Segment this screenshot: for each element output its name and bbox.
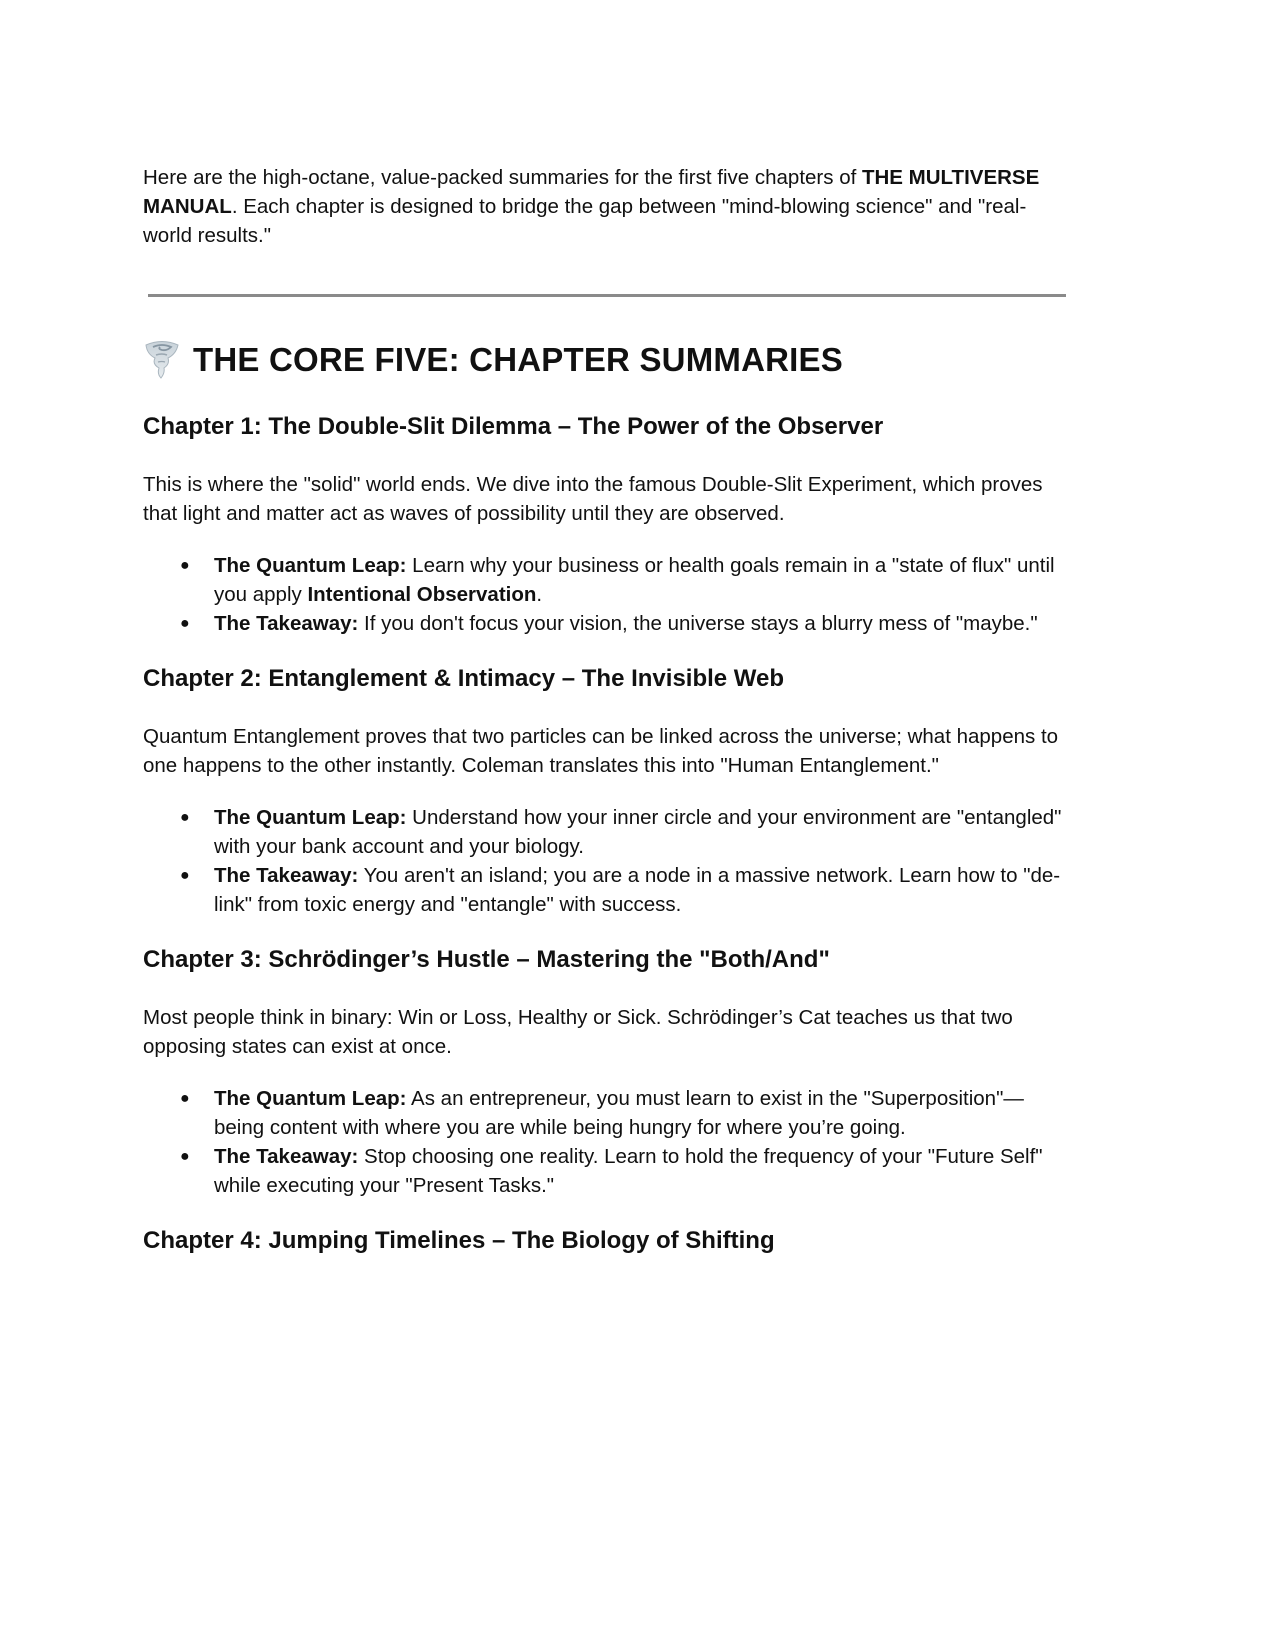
chapter-title: Chapter 1: The Double-Slit Dilemma – The Power of the Observer: [143, 413, 884, 440]
chapter-3: [143, 945, 1073, 1200]
list-item: [143, 1084, 1073, 1142]
chapter-title: Chapter 4: Jumping Timelines – The Biology of Shifting: [143, 1227, 775, 1254]
bullet-label: The Quantum Leap:: [214, 1087, 407, 1110]
bullet-label: The Quantum Leap:: [214, 554, 407, 577]
chapter-2: [143, 664, 1073, 919]
list-item: [143, 551, 1073, 609]
bullet-text: As an entrepreneur, you must learn to exist in the "Superposition"—being content with where you are while being hungry for where you’re going.: [214, 1087, 1024, 1139]
chapter-bullet-list: [143, 1084, 1073, 1200]
main-heading-text: THE CORE FIVE: CHAPTER SUMMARIES: [193, 341, 843, 378]
bullet-text: Learn why your business or health goals remain in a "state of flux" until you apply: [214, 554, 1055, 606]
bullet-text-after: .: [536, 583, 543, 606]
main-heading: [143, 340, 1073, 380]
document-page: [143, 163, 1073, 1256]
chapter-bullet-list: [143, 803, 1073, 919]
bullet-label: The Takeaway:: [214, 1145, 359, 1168]
chapter-description: Quantum Entanglement proves that two particles can be linked across the universe; what happens to one happens to the other instantly. Coleman translates this into "Human Entanglement.": [143, 725, 1059, 777]
bullet-text: If you don't focus your vision, the universe stays a blurry mess of "maybe.": [358, 612, 1038, 635]
book-title: THE MULTIVERSE MANUAL: [143, 166, 1040, 218]
bullet-text: Understand how your inner circle and your environment are "entangled" with your bank account and your biology.: [214, 806, 1062, 858]
bullet-text: Stop choosing one reality. Learn to hold the frequency of your "Future Self" while executing your "Present Tasks.": [214, 1145, 1043, 1197]
bullet-icon: ●: [180, 1090, 190, 1107]
bullet-label: The Takeaway:: [214, 864, 359, 887]
bullet-icon: ●: [180, 809, 190, 826]
list-item: [143, 1142, 1073, 1200]
intro-text-before: Here are the high-octane, value-packed summaries for the first five chapters of: [143, 166, 862, 189]
list-item: [143, 861, 1073, 919]
tornado-icon: [143, 340, 181, 380]
chapter-bullet-list: [143, 551, 1073, 638]
bullet-icon: ●: [180, 557, 190, 574]
chapter-title: Chapter 3: Schrödinger’s Hustle – Mastering the "Both/And": [143, 946, 830, 973]
bullet-icon: ●: [180, 615, 190, 632]
intro-text-after: . Each chapter is designed to bridge the gap between "mind-blowing science" and "real-world results.": [143, 195, 1027, 247]
chapter-1: [143, 412, 1073, 638]
bullet-icon: ●: [180, 867, 190, 884]
chapter-description: This is where the "solid" world ends. We dive into the famous Double-Slit Experiment, which proves that light and matter act as waves of possibility until they are observed.: [143, 473, 1043, 525]
list-item: [143, 803, 1073, 861]
horizontal-rule: [148, 294, 1066, 297]
list-item: [143, 609, 1073, 638]
bullet-text: You aren't an island; you are a node in a massive network. Learn how to "de-link" from toxic energy and "entangle" with success.: [214, 864, 1061, 916]
chapter-4: [143, 1226, 1073, 1256]
chapter-title: Chapter 2: Entanglement & Intimacy – The Invisible Web: [143, 665, 785, 692]
bullet-icon: ●: [180, 1148, 190, 1165]
bullet-emphasis: Intentional Observation: [307, 583, 537, 606]
bullet-label: The Takeaway:: [214, 612, 359, 635]
bullet-label: The Quantum Leap:: [214, 806, 407, 829]
chapter-description: Most people think in binary: Win or Loss, Healthy or Sick. Schrödinger’s Cat teaches us that two opposing states can exist at once.: [143, 1006, 1013, 1058]
intro-paragraph: [143, 163, 1073, 250]
